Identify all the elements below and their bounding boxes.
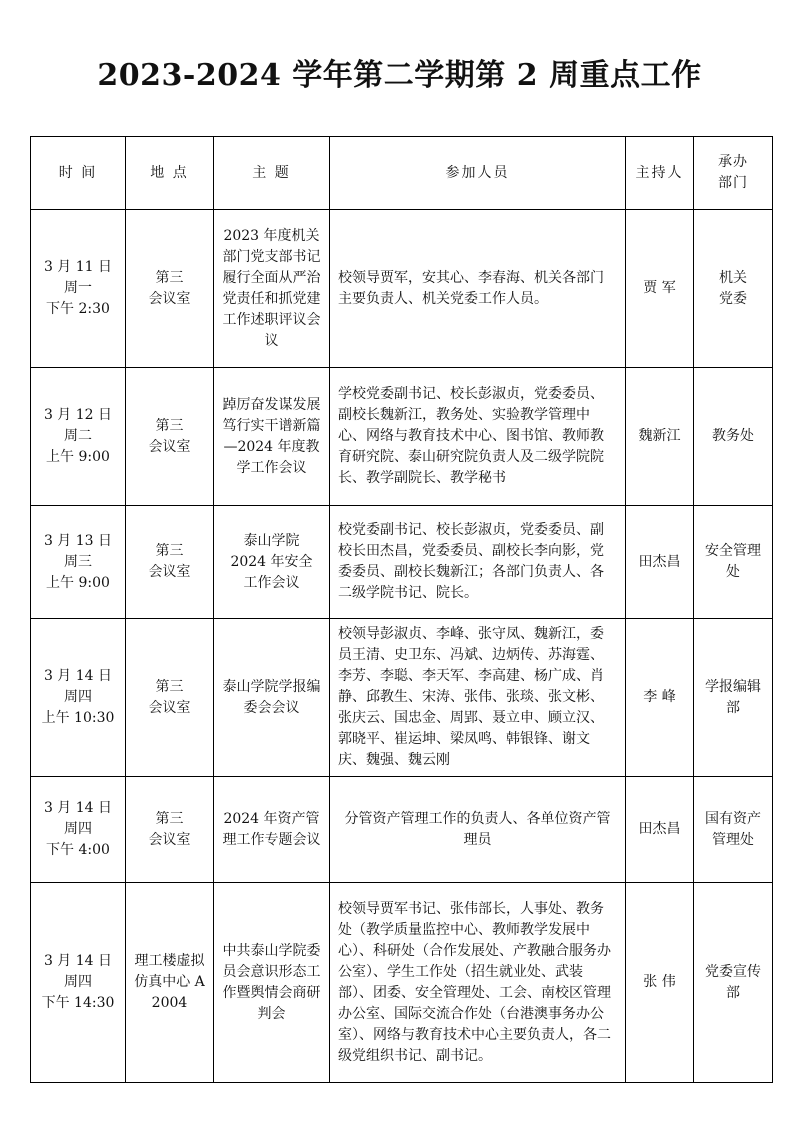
- table-row: [31, 883, 773, 1083]
- header-topic: 主 题: [214, 137, 330, 210]
- cell-topic: 泰山学院学报编委会会议: [214, 619, 330, 777]
- schedule-table: [30, 136, 773, 1083]
- cell-host: 李 峰: [626, 619, 694, 777]
- header-participants: 参加人员: [330, 137, 626, 210]
- table-row: [31, 777, 773, 883]
- cell-department: 安全管理处: [694, 506, 773, 619]
- cell-topic: 泰山学院 2024 年安全 工作会议: [214, 506, 330, 619]
- cell-location: 理工楼虚拟仿真中心 A2004: [126, 883, 214, 1083]
- cell-time: 3 月 13 日 周三 上午 9:00: [31, 506, 126, 619]
- cell-location: 第三 会议室: [126, 506, 214, 619]
- cell-department: 党委宣传部: [694, 883, 773, 1083]
- cell-topic: 2024 年资产管理工作专题会议: [214, 777, 330, 883]
- cell-time: 3 月 11 日 周一 下午 2:30: [31, 210, 126, 368]
- header-department: 承办 部门: [694, 137, 773, 210]
- cell-location: 第三 会议室: [126, 368, 214, 506]
- table-header-row: [31, 137, 773, 210]
- cell-participants: 校领导彭淑贞、李峰、张守凤、魏新江，委员王清、史卫东、冯斌、边炳传、苏海霆、李芳、李聪、李天军、李高建、杨广成、肖静、邱教生、宋涛、张伟、张琰、张文彬、张庆云、国忠金、周郢、聂立申、顾立汉、郭晓平、崔运坤、梁凤鸣、韩银锋、谢文庆、魏强、魏云刚: [330, 619, 626, 777]
- header-time: 时 间: [31, 137, 126, 210]
- cell-participants: 分管资产管理工作的负责人、各单位资产管理员: [330, 777, 626, 883]
- cell-time: 3 月 14 日 周四 上午 10:30: [31, 619, 126, 777]
- header-host: 主持人: [626, 137, 694, 210]
- cell-participants: 校领导贾军书记、张伟部长，人事处、教务处（教学质量监控中心、教师教学发展中心）、科研处（合作发展处、产教融合服务办公室）、学生工作处（招生就业处、武装部）、团委、安全管理处、工会、南校区管理办公室、国际交流合作处（台港澳事务办公室）、网络与教育技术中心主要负责人，各二级党组织书记、副书记。: [330, 883, 626, 1083]
- cell-time: 3 月 14 日 周四 下午 4:00: [31, 777, 126, 883]
- cell-host: 魏新江: [626, 368, 694, 506]
- cell-time: 3 月 14 日 周四 下午 14:30: [31, 883, 126, 1083]
- cell-host: 田杰昌: [626, 506, 694, 619]
- table-row: [31, 619, 773, 777]
- page-title: 2023-2024 学年第二学期第 2 周重点工作: [97, 58, 702, 93]
- cell-location: 第三 会议室: [126, 619, 214, 777]
- cell-location: 第三 会议室: [126, 777, 214, 883]
- cell-department: 机关 党委: [694, 210, 773, 368]
- cell-participants: 校党委副书记、校长彭淑贞，党委委员、副校长田杰昌，党委委员、副校长李向影，党委委员、副校长魏新江；各部门负责人、各二级学院书记、院长。: [330, 506, 626, 619]
- cell-topic: 踔厉奋发谋发展 笃行实干谱新篇—2024 年度教学工作会议: [214, 368, 330, 506]
- cell-time: 3 月 12 日 周二 上午 9:00: [31, 368, 126, 506]
- cell-topic: 中共泰山学院委员会意识形态工作暨舆情会商研判会: [214, 883, 330, 1083]
- header-location: 地 点: [126, 137, 214, 210]
- cell-department: 教务处: [694, 368, 773, 506]
- cell-topic: 2023 年度机关部门党支部书记履行全面从严治党责任和抓党建工作述职评议会议: [214, 210, 330, 368]
- cell-department: 国有资产管理处: [694, 777, 773, 883]
- table-row: [31, 506, 773, 619]
- cell-participants: 学校党委副书记、校长彭淑贞，党委委员、副校长魏新江，教务处、实验教学管理中心、网络与教育技术中心、图书馆、教师教育研究院、泰山研究院负责人及二级学院院长、教学副院长、教学秘书: [330, 368, 626, 506]
- table-row: [31, 368, 773, 506]
- cell-department: 学报编辑部: [694, 619, 773, 777]
- cell-host: 贾 军: [626, 210, 694, 368]
- cell-participants: 校领导贾军，安其心、李春海、机关各部门主要负责人、机关党委工作人员。: [330, 210, 626, 368]
- cell-location: 第三 会议室: [126, 210, 214, 368]
- table-row: [31, 210, 773, 368]
- cell-host: 田杰昌: [626, 777, 694, 883]
- cell-host: 张 伟: [626, 883, 694, 1083]
